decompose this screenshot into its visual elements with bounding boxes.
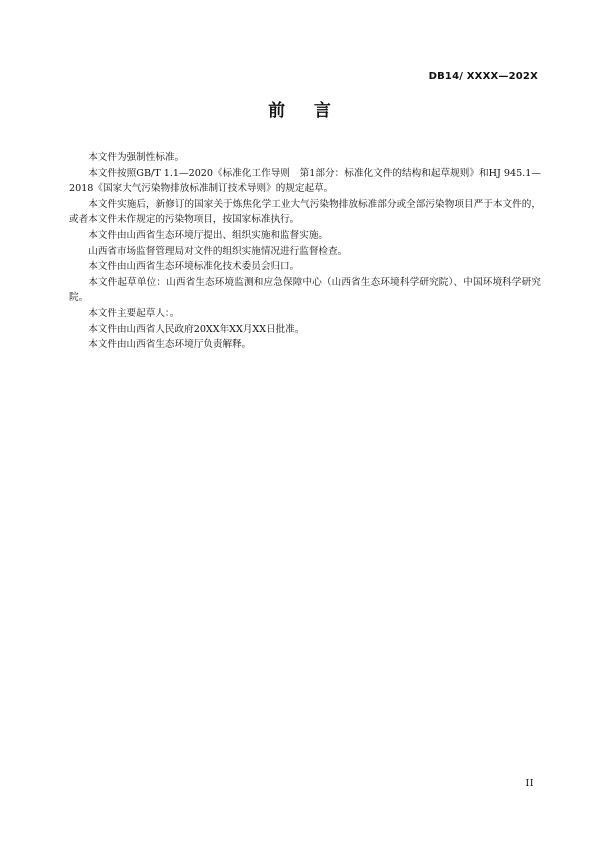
paragraph-mandatory-standard: 本文件为强制性标准。 <box>88 152 185 163</box>
foreword-body <box>69 150 541 353</box>
paragraph-centralized-by: 本文件由山西省生态环境标准化技术委员会归口。 <box>88 261 300 273</box>
paragraph-approval: 本文件由山西省人民政府20XX年XX月XX日批准。 <box>88 323 305 335</box>
document-code: DB14/ XXXX—202X <box>428 71 538 82</box>
paragraph-supervision: 山西省市场监督管理局对文件的组织实施情况进行监督检查。 <box>88 245 348 257</box>
paragraph-drafting-rules: 本文件按照GB/T 1.1—2020《标准化工作导则 第1部分：标准化文件的结构和起草规则》和HJ 945.1—2018《国家大气污染物排放标准制订技术导则》的规定起草。 <box>69 167 541 195</box>
page-number: II <box>525 778 534 789</box>
paragraph-interpretation: 本文件由山西省生态环境厅负责解释。 <box>88 339 252 351</box>
paragraph-proposed-by: 本文件由山西省生态环境厅提出、组织实施和监督实施。 <box>88 229 329 241</box>
paragraph-drafting-units: 本文件起草单位：山西省生态环境监测和应急保障中心（山西省生态环境科学研究院）、中国环境科学研究院。 <box>69 276 541 304</box>
page-title: 前 言 <box>268 101 332 121</box>
paragraph-drafters: 本文件主要起草人：。 <box>88 307 180 319</box>
paragraph-implementation: 本文件实施后，新修订的国家关于炼焦化学工业大气污染物排放标准部分或全部污染物项目严于本文件的，或者本文件未作规定的污染物项目，按国家标准执行。 <box>69 198 541 226</box>
